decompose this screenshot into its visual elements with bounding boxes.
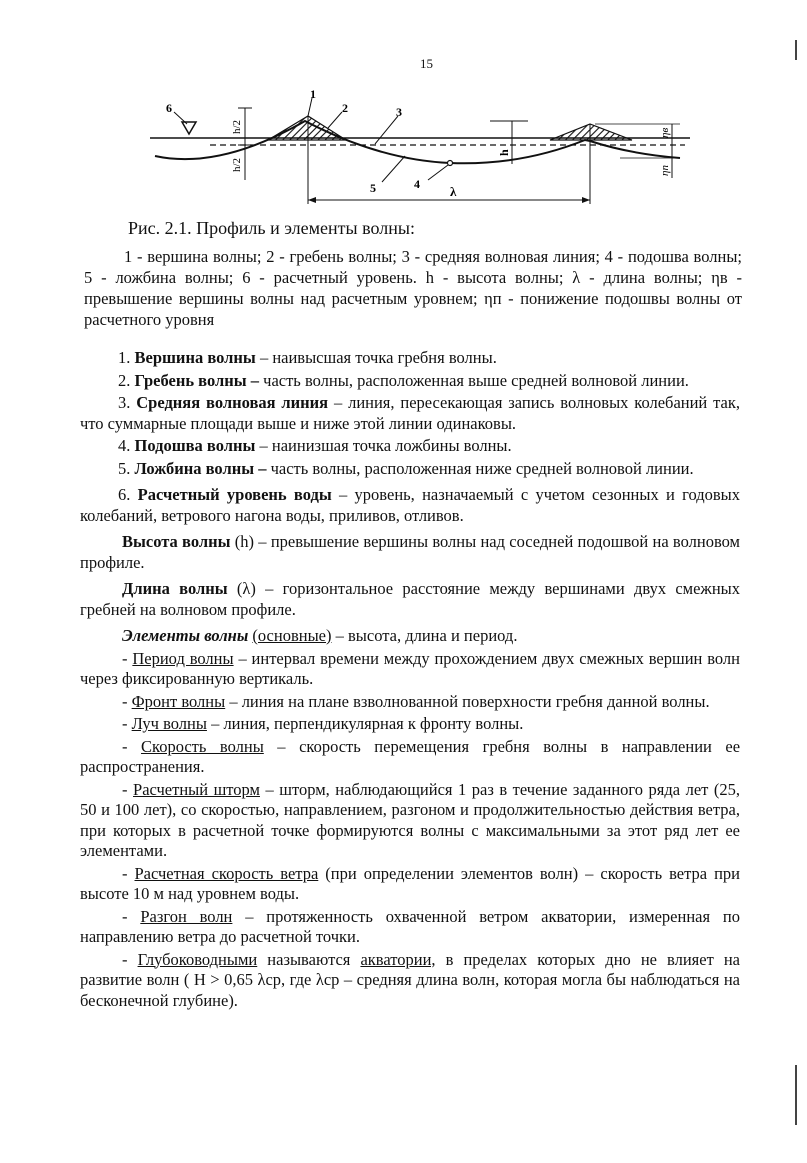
figure-legend	[84, 246, 742, 330]
body-text	[80, 348, 740, 1013]
label-eta-p: ηп	[659, 165, 671, 176]
definition-1: 1. Вершина волны – наивысшая точка гребня волны.	[118, 348, 497, 367]
definition-4: 4. Подошва волны – наинизшая точка ложбины волны.	[118, 436, 512, 455]
bullet-fetch: - Разгон волн – протяженность охваченной ветром акватории, измеренная по направлению ветра до расчетной точки.	[80, 906, 740, 946]
label-3: 3	[396, 105, 402, 119]
term: Вершина волны	[134, 348, 256, 367]
bullet-front: - Фронт волны – линия на плане взволнованной поверхности гребня данной волны.	[122, 691, 710, 711]
scan-edge-mark	[795, 40, 797, 60]
term: Средняя волновая линия	[136, 393, 329, 412]
bullet-period: - Период волны – интервал времени между прохождением двух смежных вершин волн через фиксированную вертикаль.	[80, 648, 740, 688]
label-5: 5	[370, 181, 376, 195]
legend-text: 1 - вершина волны; 2 - гребень волны; 3 - средняя волновая линия; 4 - подошва волны; 5 - ложбина волны; 6 - расчетный уровень. h - высота волны; λ - длина волны; ηв - превышение вершины волны над расчетным уровнем; ηп - понижение подошвы волны от расчетного уровня	[84, 247, 742, 329]
length-definition: Длина волны (λ) – горизонтальное расстояние между вершинами двух смежных гребней на волновом профиле.	[80, 579, 740, 619]
label-4: 4	[414, 177, 420, 191]
term: Расчетный уровень воды	[137, 485, 332, 504]
term: Гребень волны –	[134, 370, 260, 390]
definition-6: 6. Расчетный уровень воды – уровень, назначаемый с учетом сезонных и годовых колебаний, ветрового нагона воды, приливов, отливов.	[80, 485, 740, 525]
figure-caption: Рис. 2.1. Профиль и элементы волны:	[128, 218, 415, 238]
definition-3: 3. Средняя волновая линия – линия, пересекающая запись волновых колебаний так, что суммарные площади выше и ниже этой линии одинаковы.	[80, 393, 740, 433]
bullet-ray: - Луч волны – линия, перпендикулярная к фронту волны.	[122, 714, 524, 733]
bullet-wind-speed: - Расчетная скорость ветра (при определении элементов волн) – скорость ветра при высоте 10 м над уровнем воды.	[80, 863, 741, 903]
label-lambda: λ	[450, 184, 457, 199]
label-h: h	[497, 149, 511, 156]
bullet-speed: - Скорость волны – скорость перемещения гребня волны в направлении ее распространения.	[80, 736, 741, 776]
wave-crest-left	[268, 116, 346, 140]
bullet-deep-water: - Глубоководными называются акватории, в пределах которых дно не влияет на развитие волн ( H > 0,65 λср, где λср – средняя длина волн, которая могла бы наблюдаться на бесконечной глубине).	[80, 949, 741, 1010]
wave-profile-figure	[150, 88, 695, 218]
term: Ложбина волны –	[134, 458, 267, 478]
level-marker-icon	[182, 122, 196, 134]
label-eta-v: ηв	[659, 127, 671, 138]
label-2: 2	[342, 101, 348, 115]
label-h-half-top: h/2	[231, 119, 243, 134]
wave-crest-right	[550, 124, 632, 140]
label-6: 6	[166, 101, 172, 115]
scan-edge-mark	[795, 1065, 797, 1125]
definition-2: 2. Гребень волны – часть волны, расположенная выше средней волновой линии.	[118, 370, 689, 390]
bullet-storm: - Расчетный шторм – шторм, наблюдающийся 1 раз в течение заданного ряда лет (25, 50 и 100 лет), со скоростью, направлением, разгоном и продолжительностью действия ветра, при которых в расчетной точке формируются волны с максимальными за этот ряд лет ее элементами.	[80, 779, 740, 860]
elements-line: Элементы волны (основные) – высота, длина и период.	[122, 626, 518, 645]
label-1: 1	[310, 88, 316, 101]
definition-5: 5. Ложбина волны – часть волны, расположенная ниже средней волновой линии.	[118, 458, 694, 478]
height-definition: Высота волны (h) – превышение вершины волны над соседней подошвой на волновом профиле.	[80, 532, 740, 572]
label-h-half-bottom: h/2	[231, 157, 243, 172]
term: Подошва волны	[134, 436, 256, 455]
page-number: 15	[420, 56, 433, 71]
